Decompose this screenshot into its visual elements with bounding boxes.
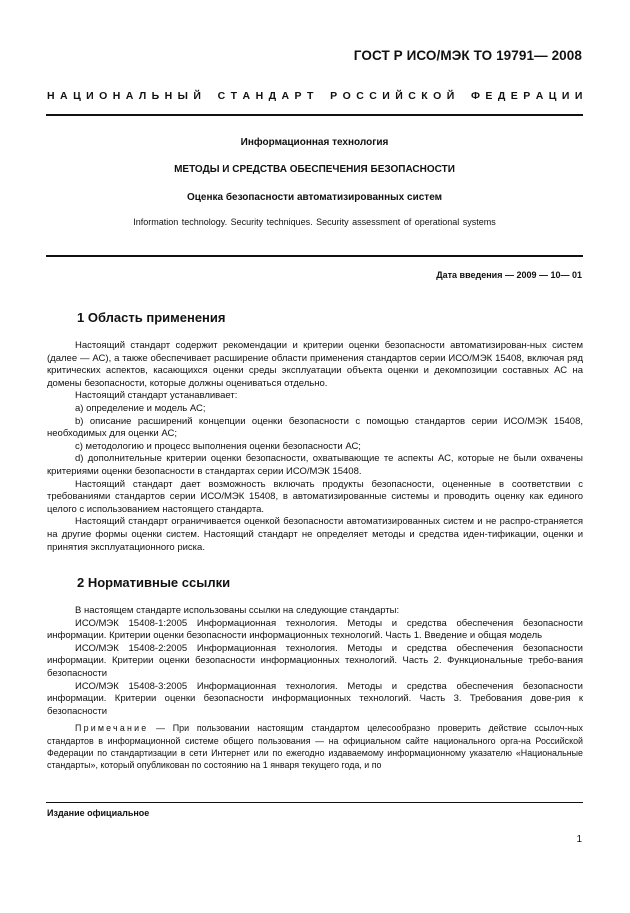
paragraph: Настоящий стандарт ограничивается оценкой безопасности автоматизированных систем и не распро-страняется на другие формы оценки систем. Настоящий стандарт не определяет методы и средства иден-тификации, оценки и принятия эксплуатационного риска. <box>47 516 583 553</box>
paragraph: Настоящий стандарт содержит рекомендации и критерии оценки безопасности автоматизирован-ных систем (далее — АС), а также обеспечивает расширение области применения стандартов серии ИСО/МЭК 15408, включая ряд критических аспектов, касающихся оценки среды эксплуатации объекта оценки и декомпозиции составных АС на домены безопасности, которые должны оцениваться отдельно. <box>47 340 583 389</box>
list-item: d) дополнительные критерии оценки безопасности, охватывающие те аспекты АС, которые не были охвачены критериями оценки безопасности в стандартах серии ИСО/МЭК 15408. <box>47 453 583 477</box>
note <box>47 722 583 771</box>
paragraph: В настоящем стандарте использованы ссылки на следующие стандарты: <box>75 605 400 616</box>
section-2-heading: 2 Нормативные ссылки <box>77 575 231 590</box>
document-number: ГОСТ Р ИСО/МЭК ТО 19791— 2008 <box>353 48 582 63</box>
note-label: Примечание <box>75 723 149 734</box>
edition-label: Издание официальное <box>47 808 150 818</box>
title-line-2: МЕТОДЫ И СРЕДСТВА ОБЕСПЕЧЕНИЯ БЕЗОПАСНОСТИ <box>174 164 455 175</box>
list-item: с) методологию и процесс выполнения оценки безопасности АС; <box>75 440 361 452</box>
section-1-body <box>47 340 583 554</box>
paragraph: Настоящий стандарт устанавливает: <box>75 390 238 402</box>
title-line-1: Информационная технология <box>240 137 389 148</box>
reference-item: ИСО/МЭК 15408-1:2005 Информационная технология. Методы и средства обеспечения безопасности информации. Критерии оценки безопасности информационных технологий. Часть 1. Введение и общая модель <box>47 617 583 642</box>
list-item: а) определение и модель АС; <box>75 402 206 414</box>
section-2-body <box>47 605 583 771</box>
reference-item: ИСО/МЭК 15408-3:2005 Информационная технология. Методы и средства обеспечения безопасности информации. Критерии оценки безопасности информационных технологий. Часть 3. Требования дове-рия к безопасности <box>47 680 583 717</box>
national-standard-banner: Н А Ц И О Н А Л Ь Н Ы Й С Т А Н Д А Р Т Р О С С И Й С К О Й Ф Е Д Е Р А Ц И И <box>47 90 583 102</box>
page-number: 1 <box>576 834 582 845</box>
introduction-date: Дата введения — 2009 — 10— 01 <box>436 270 582 280</box>
header-divider <box>46 114 583 116</box>
reference-item: ИСО/МЭК 15408-2:2005 Информационная технология. Методы и средства обеспечения безопасности информации. Критерии оценки безопасности информационных технологий. Часть 2. Функциональные требо-вания безопасности <box>47 642 583 679</box>
section-1-heading: 1 Область применения <box>77 310 226 325</box>
title-english: Information technology. Security techniques. Security assessment of operational systems <box>133 217 496 227</box>
title-divider <box>46 255 583 257</box>
footer-divider <box>46 802 583 803</box>
paragraph: Настоящий стандарт дает возможность включать продукты безопасности, оцененные в соответствии с требованиями стандартов серии ИСО/МЭК 15408, в автоматизированные системы и проводить оценку как единого целого с использованием настоящего стандарта. <box>47 478 583 515</box>
title-line-3: Оценка безопасности автоматизированных систем <box>186 192 443 203</box>
list-item: b) описание расширений концепции оценки безопасности с помощью стандартов серии ИСО/МЭК 15408, необходимых для оценки АС; <box>47 415 583 440</box>
note-text: — При пользовании настоящим стандартом целесообразно проверить действие ссылоч-ных стандартов в информационной системе общего пользования — на официальном сайте национального орга-на Российской Федерации по стандартизации в сети Интернет или по ежегодно издаваемому информационному указателю «Национальные стандарты», который опубликован по состоянию на 1 января текущего года, и по <box>47 723 583 770</box>
